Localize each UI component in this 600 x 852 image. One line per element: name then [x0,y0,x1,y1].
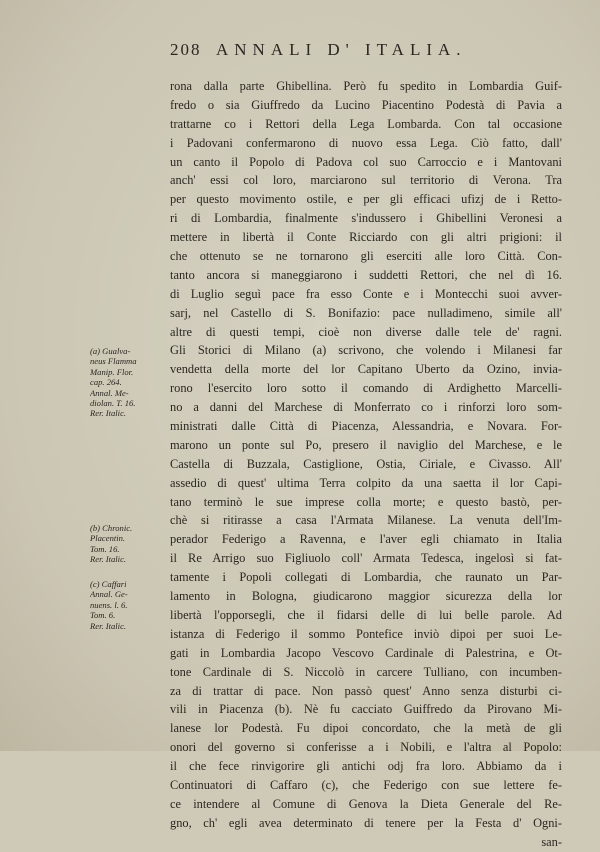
text-line: rona dalla parte Ghibellina. Però fu spedito in Lombardia Guif- [170,79,562,93]
margin-note-c [90,579,168,631]
margin-note-line: Tom. 6. [90,610,116,621]
text-line: istanza di Federigo il sommo Pontefice inviò dipoi per suoi Le- [170,626,562,641]
text-line: Gli Storici di Milano (a) scrivono, che volendo i Milanesi far [170,343,562,358]
text-line: altre di questi tempi, cioè non diverse dalle tele de' ragni. [170,324,562,339]
text-line: trattarne co i Rettori della Lega Lombarda. Con tal occasione [170,116,562,131]
text-line: tanto ancora si maneggiarono i suddetti Rettori, che nel dì 16. [170,267,562,282]
margin-note-line: Rer. Italic. [90,620,127,631]
margin-note-line: Annal. Me- [90,387,129,398]
margin-note-line: Manip. Flor. [90,366,134,377]
text-line: tano terminò le sue imprese colla morte; e questo bastò, per- [170,494,562,509]
text-line: gno, ch' egli avea determinato di tenere per la Festa d' Ogni- [170,815,562,830]
margin-note-line: Placentin. [90,533,126,544]
text-line: vendetta della morte del lor Capitano Uberto da Ozino, invia- [170,362,562,377]
text-line: il Re Arrigo suo Figliuolo coll' Armata Tedesca, ingelosì si fat- [170,551,562,566]
text-line: ministrati dalle Città di Piacenza, Alessandria, e Novara. For- [170,419,562,434]
text-line: tone Cardinale di S. Niccolò in carcere Tulliano, con incumben- [170,664,562,679]
margin-note-line: (b) Chronic. [90,523,133,533]
text-line: za di trattar di pace. Non passò quest' Anno senza disturbi ci- [170,683,562,698]
margin-note-line: Tom. 16. [90,543,120,554]
text-line: lamento in Bologna, giudicarono maggior sicurezza della lor [170,589,562,604]
text-line: ce intendere al Comune di Genova la Dieta Generale del Re- [170,796,562,811]
text-line: Continuatori di Caffaro (c), che Federigo con sue lettere fe- [170,777,562,792]
text-line: perador Federigo a Ravenna, e l'aver egli chiamato in Italia [170,532,562,547]
text-line: per questo movimento ostile, e per gli efficaci ufizj de i Retto- [170,192,562,207]
text-line: il che fece rinvigorire gli antichi odj fra loro. Abbiamo da i [170,759,562,774]
margin-note-line: Rer. Italic. [90,554,127,565]
text-line: onori del governo si conferisse a i Nobili, e l'altra al Popolo: [170,740,562,755]
margin-note-line: (a) Gualva- [90,346,131,356]
text-line: i Padovani confermarono di nuovo essa Lega. Ciò fatto, dall' [170,135,562,150]
text-line: un canto il Popolo di Padova col suo Carroccio e i Mantovani [170,154,562,169]
text-line: che ottenuto se ne tornarono gli eserciti alle loro Città. Con- [170,249,562,264]
margin-note-b [90,523,168,565]
margin-note-line: cap. 264. [90,377,122,388]
margin-note-line: neus Flamma [90,356,137,367]
text-line: ri di Lombardia, finalmente s'indussero i Ghibellini Veronesi a [170,211,562,226]
text-line: tamente i Popoli collegati di Lombardia, che raunato un Par- [170,570,562,585]
text-line: sarj, nel Castello di S. Bonifazio: pace nulladimeno, simile all' [170,305,562,320]
text-line: libertà l'opporsegli, che il fidarsi delle di lui belle parole. Ad [170,607,562,622]
text-line: san- [541,834,562,849]
margin-note-line: Annal. Ge- [90,589,128,600]
text-line: chè si ritirasse a casa l'Armata Milanese. La venuta dell'Im- [170,513,562,528]
margin-note-line: (c) Caffari [90,579,127,589]
text-line: fredo o sia Giuffredo da Lucino Piacentino Podestà di Pavia a [170,97,562,112]
text-line: mettere in libertà il Conte Ricciardo con gli altri prigioni: il [170,230,562,245]
page-number: 208 [170,40,202,59]
text-line: anch' essi col loro, marciarono sul territorio di Verona. Tra [170,173,562,188]
margin-note-a [90,346,168,419]
text-line: no a danni del Marchese di Monferrato co i rinforzi loro som- [170,400,562,415]
text-line: vili in Piacenza (b). Nè fu cacciato Guiffredo da Pirovano Mi- [170,702,562,717]
margin-note-line: Rer. Italic. [90,408,127,419]
text-line: assedio di quest' ultima Terra colpito da una saetta il lor Capi- [170,475,562,490]
running-header [170,40,562,64]
main-text-block [170,77,562,852]
text-line: lanese lor Podestà. Fu dipoi concordato, che la metà de gli [170,721,562,736]
text-line: di Luglio seguì pace fra esso Conte e i Montecchi suoi avver- [170,286,562,301]
text-line: marono un ponte sul Po, presero il naviglio del Marchese, e le [170,437,562,452]
margin-note-line: diolan. T. 16. [90,398,136,409]
text-line: gati in Lombardia Jacopo Vescovo Cardinale di Palestrina, e Ot- [170,645,562,660]
running-title: ANNALI D' ITALIA. [216,40,467,59]
margin-note-line: nuens. l. 6. [90,599,128,610]
text-line: Castella di Buzzala, Castiglione, Ostia, Ciriale, e Civasso. All' [170,456,562,471]
text-line: rono l'esercito loro sotto il comando di Ardighetto Marcelli- [170,381,562,396]
